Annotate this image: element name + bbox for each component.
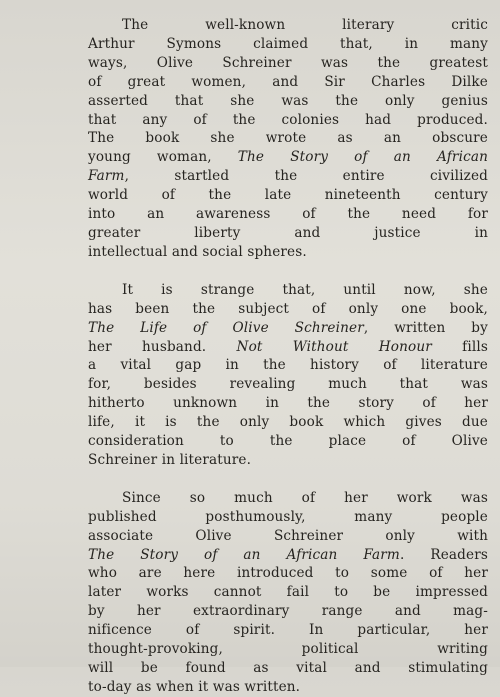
italic-title: The Story of an African — [237, 149, 488, 166]
text-line — [88, 375, 488, 394]
text-segment: fills — [431, 338, 488, 355]
paragraph-gap — [88, 262, 488, 281]
text-line — [88, 451, 488, 470]
text-line — [88, 92, 488, 111]
text-line — [88, 111, 488, 130]
text-segment: who are here introduced to some of her — [88, 565, 488, 582]
text-line — [88, 243, 488, 262]
text-segment: published posthumously, many people — [88, 508, 488, 525]
italic-title: The Story of an African Farm — [88, 546, 400, 563]
text-segment: Since so much of her work was — [122, 489, 488, 506]
text-segment: intellectual and social spheres. — [88, 243, 307, 260]
text-segment: life, it is the only book which gives due — [88, 414, 488, 431]
text-segment: into an awareness of the need for — [88, 206, 488, 223]
text-line — [88, 319, 488, 338]
text-segment: world of the late nineteenth century — [88, 187, 488, 204]
italic-title: Farm — [88, 168, 125, 185]
text-segment: consideration to the place of Olive — [88, 433, 488, 450]
text-segment: It is strange that, until now, she — [122, 281, 488, 298]
text-segment: , startled the entire civilized — [124, 168, 488, 185]
text-segment: her husband. — [88, 338, 237, 355]
text-line — [88, 489, 488, 508]
text-segment: to-day as when it was written. — [88, 678, 301, 695]
text-segment: thought-provoking, political writing — [88, 641, 488, 658]
paragraph-1 — [88, 16, 488, 262]
paragraph-2 — [88, 281, 488, 470]
text-line — [88, 678, 488, 697]
text-segment: hitherto unknown in the story of her — [88, 395, 488, 412]
text-segment: has been the subject of only one book, — [88, 300, 488, 317]
text-line — [88, 224, 488, 243]
text-line — [88, 129, 488, 148]
text-line — [88, 338, 488, 357]
text-segment: nificence of spirit. In particular, her — [88, 622, 488, 639]
text-line — [88, 73, 488, 92]
text-line — [88, 640, 488, 659]
text-line — [88, 602, 488, 621]
text-segment: Arthur Symons claimed that, in many — [88, 35, 488, 52]
text-line — [88, 205, 488, 224]
text-segment: will be found as vital and stimulating — [88, 660, 488, 676]
text-segment: . Readers — [399, 546, 488, 563]
text-line — [88, 394, 488, 413]
paragraph-gap — [88, 470, 488, 489]
text-segment: that any of the colonies had produced. — [88, 111, 488, 128]
text-line — [88, 432, 488, 451]
italic-title: Not Without Honour — [236, 338, 432, 355]
text-line — [88, 583, 488, 602]
text-line — [88, 16, 488, 35]
text-segment: The book she wrote as an obscure — [88, 130, 488, 147]
text-segment: a vital gap in the history of literature — [88, 357, 488, 374]
text-line — [88, 281, 488, 300]
text-line — [88, 167, 488, 186]
text-line — [88, 148, 488, 167]
text-segment: , written by — [363, 319, 488, 336]
text-line — [88, 564, 488, 583]
blurb-text — [88, 16, 488, 697]
text-segment: associate Olive Schreiner only with — [88, 527, 488, 544]
text-line — [88, 54, 488, 73]
text-segment: asserted that she was the only genius — [88, 92, 488, 109]
text-line — [88, 659, 488, 678]
text-segment: by her extraordinary range and mag- — [88, 603, 488, 620]
paragraph-3 — [88, 489, 488, 697]
text-segment: young woman, — [88, 149, 238, 166]
text-line — [88, 186, 488, 205]
text-line — [88, 621, 488, 640]
text-line — [88, 35, 488, 54]
text-line — [88, 508, 488, 527]
text-line — [88, 300, 488, 319]
text-segment: of great women, and Sir Charles Dilke — [88, 73, 488, 90]
text-line — [88, 413, 488, 432]
text-segment: Schreiner in literature. — [88, 451, 252, 468]
text-segment: for, besides revealing much that was — [88, 376, 488, 393]
text-segment: later works cannot fail to be impressed — [88, 584, 488, 601]
text-segment: greater liberty and justice in — [88, 224, 488, 241]
text-segment: ways, Olive Schreiner was the greatest — [88, 54, 488, 71]
text-segment: The well-known literary critic — [122, 17, 488, 33]
italic-title: The Life of Olive Schreiner — [88, 319, 364, 336]
text-line — [88, 546, 488, 565]
text-line — [88, 356, 488, 375]
text-line — [88, 527, 488, 546]
